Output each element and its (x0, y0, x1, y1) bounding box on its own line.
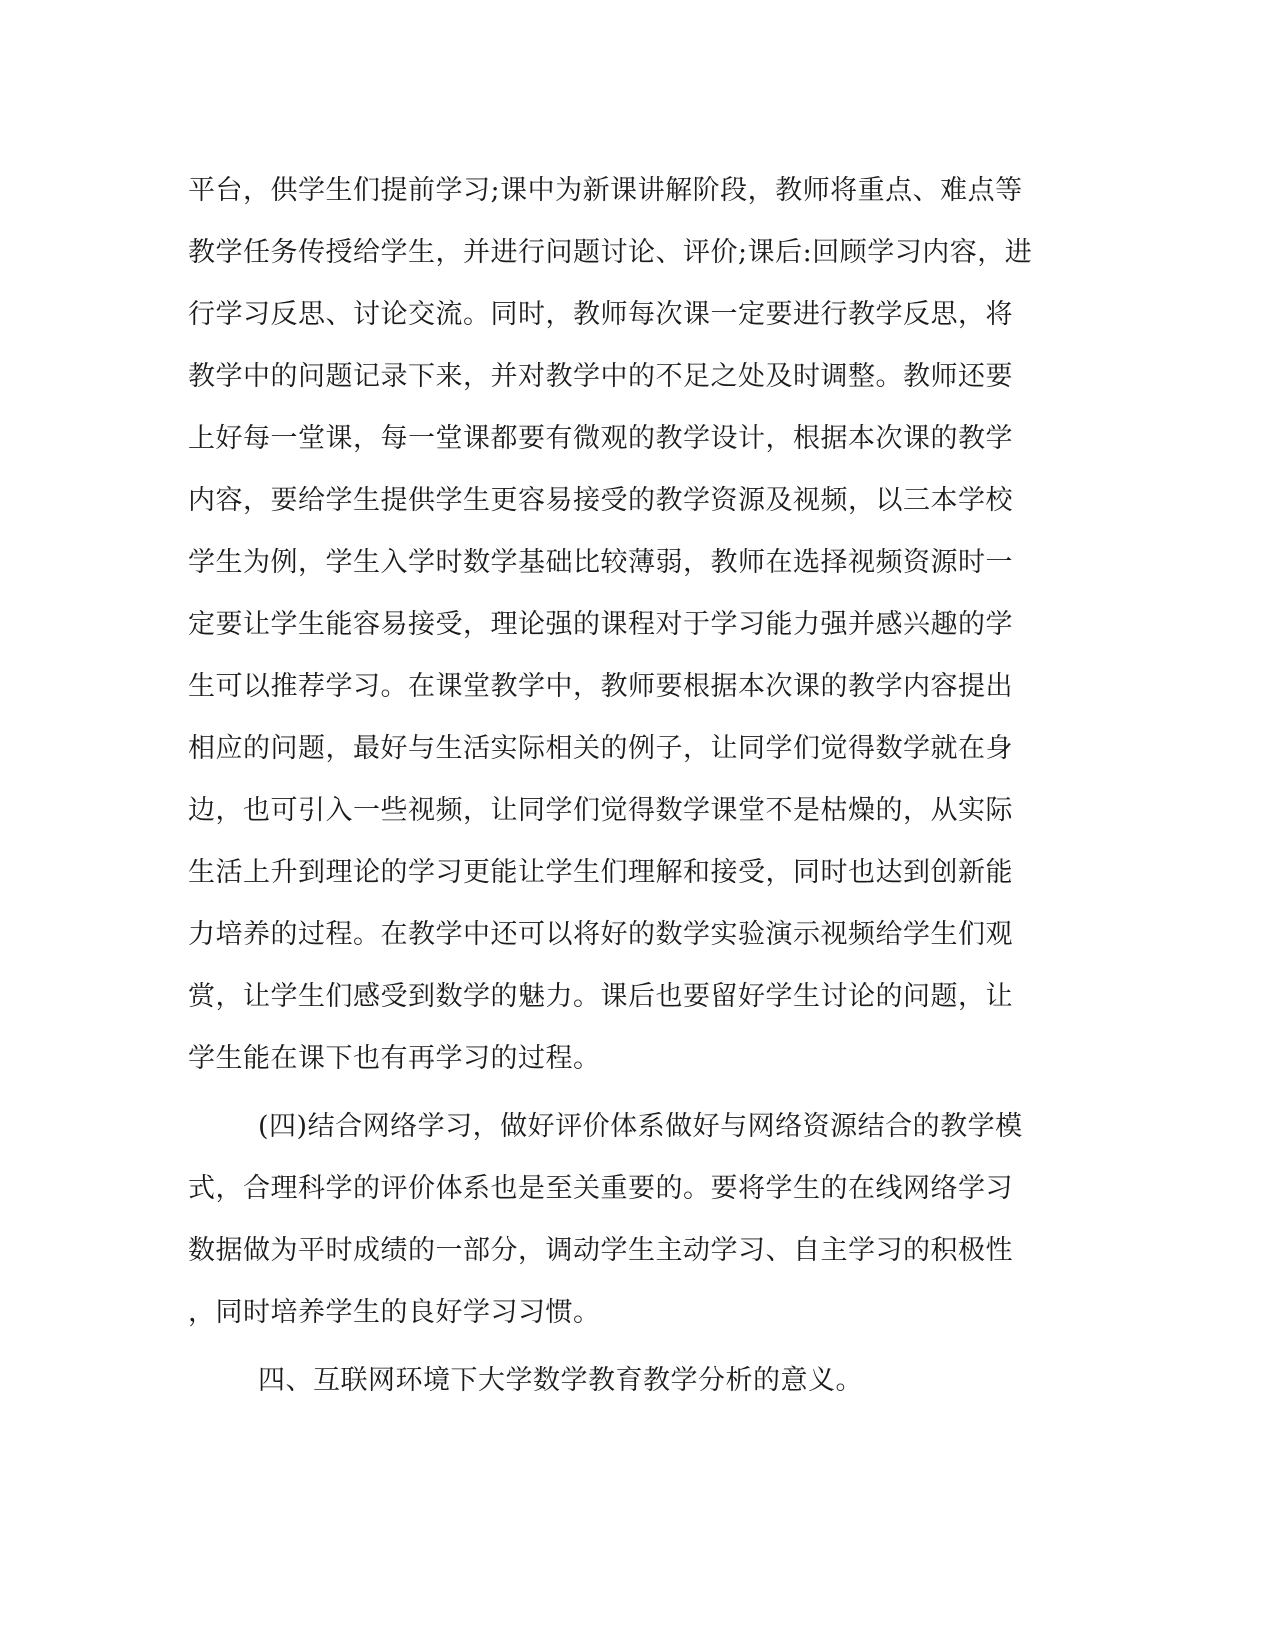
text-line: 相应的问题，最好与生活实际相关的例子，让同学们觉得数学就在身 (188, 733, 1013, 764)
text-line: ，同时培养学生的良好学习习惯。 (188, 1297, 601, 1328)
text-line: 教学任务传授给学生，并进行问题讨论、评价;课后:回顾学习内容，进 (188, 237, 1033, 268)
text-line: 生可以推荐学习。在课堂教学中，教师要根据本次课的教学内容提出 (188, 671, 1013, 702)
text-line: 平台，供学生们提前学习;课中为新课讲解阶段，教师将重点、难点等 (188, 175, 1023, 206)
text-line: 教学中的问题记录下来，并对教学中的不足之处及时调整。教师还要 (188, 361, 1013, 392)
body-text (188, 160, 1068, 1412)
text-line: 学生能在课下也有再学习的过程。 (188, 1043, 601, 1074)
text-line: 定要让学生能容易接受，理论强的课程对于学习能力强并感兴趣的学 (188, 609, 1013, 640)
text-line: 学生为例，学生入学时数学基础比较薄弱，教师在选择视频资源时一 (188, 547, 1013, 578)
section-heading: 四、互联网环境下大学数学教育教学分析的意义。 (258, 1365, 863, 1396)
text-line: 行学习反思、讨论交流。同时，教师每次课一定要进行教学反思，将 (188, 299, 1013, 330)
text-line: 边，也可引入一些视频，让同学们觉得数学课堂不是枯燥的，从实际 (188, 795, 1013, 826)
text-line: 生活上升到理论的学习更能让学生们理解和接受，同时也达到创新能 (188, 857, 1013, 888)
paragraph-2 (188, 1096, 1068, 1344)
text-line-indented: (四)结合网络学习，做好评价体系做好与网络资源结合的教学模 (258, 1111, 1023, 1142)
paragraph-1 (188, 160, 1068, 1090)
text-line: 赏，让学生们感受到数学的魅力。课后也要留好学生讨论的问题，让 (188, 981, 1013, 1012)
text-line: 上好每一堂课，每一堂课都要有微观的教学设计，根据本次课的教学 (188, 423, 1013, 454)
text-line: 数据做为平时成绩的一部分，调动学生主动学习、自主学习的积极性 (188, 1235, 1013, 1266)
text-line: 式，合理科学的评价体系也是至关重要的。要将学生的在线网络学习 (188, 1173, 1013, 1204)
text-line: 内容，要给学生提供学生更容易接受的教学资源及视频，以三本学校 (188, 485, 1013, 516)
text-line: 力培养的过程。在教学中还可以将好的数学实验演示视频给学生们观 (188, 919, 1013, 950)
